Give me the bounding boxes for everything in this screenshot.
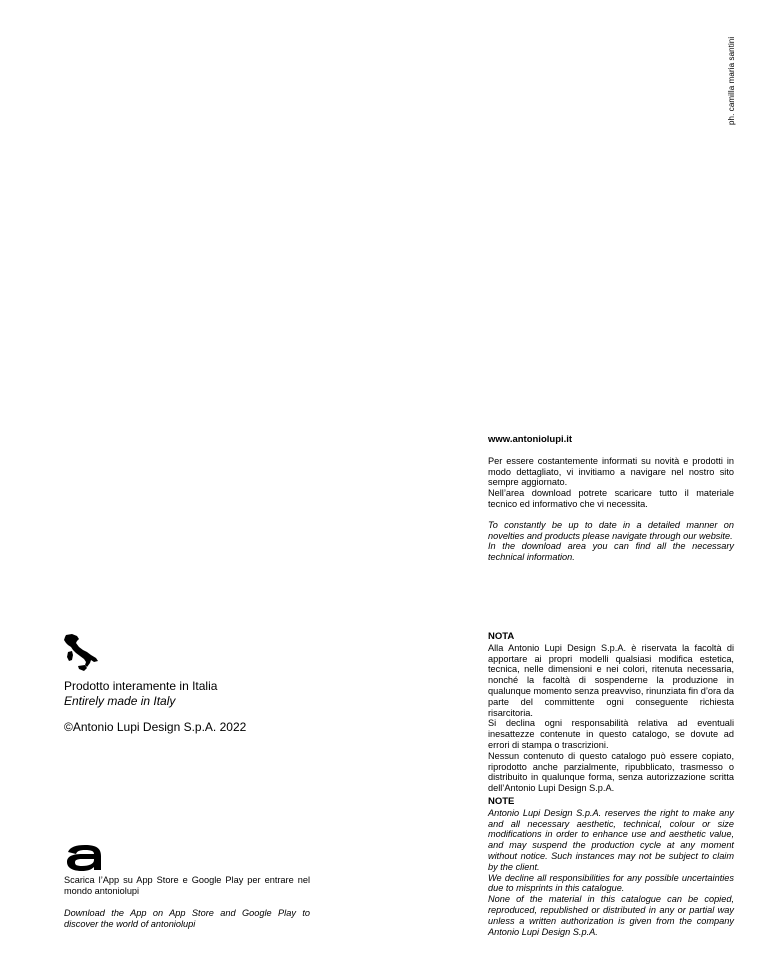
antoniolupi-a-logo — [66, 845, 104, 871]
legal-note-paragraph: Antonio Lupi Design S.p.A. reserves the right to make any and all necessary aesthetic, technical, colour or size modifications in order to enhance use and aesthetic value, and may suspend the production cycle at any moment without notice. Such instances may not be subject to claim by the client. — [488, 807, 734, 872]
copyright: ©Antonio Lupi Design S.p.A. 2022 — [64, 720, 247, 734]
website-info-it-line: Per essere costantemente informati su novità e prodotti in modo dettagliato, vi invitiamo a navigare nel nostro sito sempre aggiornato. — [488, 455, 734, 488]
italy-map-icon — [63, 633, 99, 673]
made-in-italy-en: Entirely made in Italy — [64, 694, 176, 708]
legal-note-paragraph: Si declina ogni responsabilità relativa ad eventuali inesattezze contenute in questo catalogo, se dovute ad errori di stampa o trascrizioni. — [488, 718, 734, 750]
website-info-it-line: Nell’area download potrete scaricare tutto il materiale tecnico ed informativo che vi necessita. — [488, 488, 734, 509]
made-in-italy-it: Prodotto interamente in Italia — [64, 679, 218, 693]
website-info-en-line: To constantly be up to date in a detailed manner on novelties and products please navigate through our website. — [488, 519, 734, 541]
photo-credit: ph. camilla maria santini — [727, 36, 736, 125]
legal-note-paragraph: We decline all responsibilities for any possible uncertainties due to misprints in this catalogue. — [488, 872, 734, 894]
legal-note-italian — [488, 632, 734, 794]
legal-note-paragraph: Nessun contenuto di questo catalogo può essere copiato, riprodotto anche parzialmente, ripubblicato, trasmesso o distribuito in qualunque forma, senza autorizzazione scritta dell’Antonio Lupi Design S.p.A. — [488, 750, 734, 794]
made-in-italy — [64, 679, 217, 709]
website-info-en — [488, 520, 734, 563]
legal-note-paragraph: Alla Antonio Lupi Design S.p.A. è riservata la facoltà di apportare ai propri modelli qualsiasi modifica estetica, tecnica, nelle dimensioni e nei colori, ritenuta necessaria, nonché la facoltà di sospenderne la produzione in qualunque momento senza preavviso, rinunziata fin d’ora da parte del committente ogni conseguente richiesta risarcitoria. — [488, 642, 734, 718]
website-url[interactable]: www.antoniolupi.it — [488, 434, 573, 445]
app-download-text-it: Scarica l’App su App Store e Google Play per entrare nel mondo antoniolupi — [64, 875, 310, 896]
app-download-text-en: Download the App on App Store and Google Play to discover the world of antoniolupi — [64, 908, 310, 929]
legal-note-paragraph: None of the material in this catalogue can be copied, reproduced, republished or distributed in any or partial way unless a written authorization is given from the company Antonio Lupi Design S.p.A. — [488, 894, 734, 937]
legal-note-english — [488, 797, 734, 937]
website-section — [488, 435, 734, 563]
legal-note-title: NOTE — [488, 796, 515, 807]
website-info-it — [488, 456, 734, 510]
legal-note-title: NOTA — [488, 631, 515, 642]
website-info-en-line: In the download area you can find all the necessary technical information. — [488, 541, 734, 563]
